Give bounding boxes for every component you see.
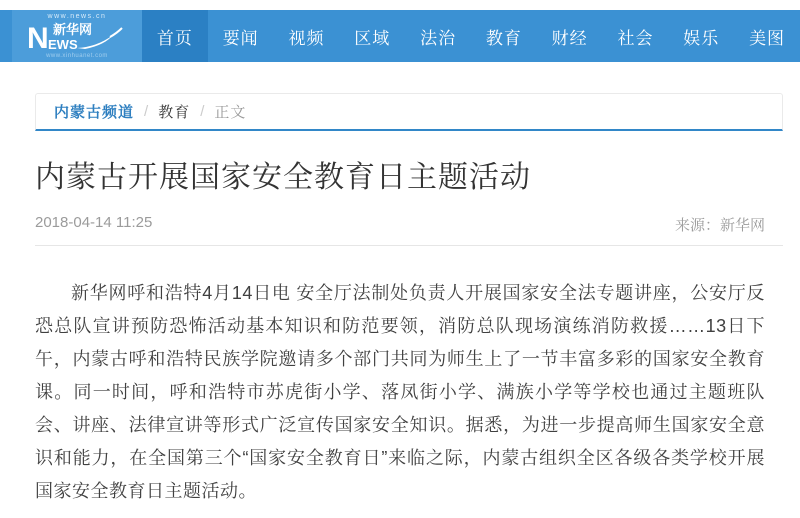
logo-url-bottom: www.xinhuanet.com xyxy=(46,52,108,59)
article-meta xyxy=(35,214,765,235)
nav-item-video[interactable]: 视频 xyxy=(288,28,325,48)
nav-item-photos[interactable]: 美图 xyxy=(749,28,786,48)
nav-item-society[interactable]: 社会 xyxy=(617,28,654,48)
nav-item-law[interactable]: 法治 xyxy=(420,28,457,48)
svg-text:新华网: 新华网 xyxy=(53,21,93,37)
xinhuanet-news-logo-icon xyxy=(25,21,129,53)
nav-item-top-news[interactable]: 要闻 xyxy=(222,28,259,48)
breadcrumb xyxy=(35,93,783,131)
main-nav xyxy=(142,10,800,62)
nav-item-entertainment[interactable]: 娱乐 xyxy=(683,28,720,48)
breadcrumb-separator: / xyxy=(200,103,205,120)
breadcrumb-channel-link[interactable]: 内蒙古频道 xyxy=(54,104,135,121)
publish-date: 2018-04-14 11:25 xyxy=(35,214,153,231)
breadcrumb-section-link[interactable]: 教育 xyxy=(158,104,191,121)
breadcrumb-current-page: 正文 xyxy=(214,104,247,121)
breadcrumb-separator: / xyxy=(144,103,149,120)
nav-item-home[interactable]: 首页 xyxy=(142,10,208,62)
nav-item-finance[interactable]: 财经 xyxy=(551,28,588,48)
xinhuanet-logo[interactable] xyxy=(12,10,142,62)
article-body-paragraph: 新华网呼和浩特4月14日电 安全厅法制处负责人开展国家安全法专题讲座，公安厅反恐总队宣讲预防恐怖活动基本知识和防范要领，消防总队现场演练消防救援……13日下午，内蒙古呼和浩特民族学院邀请多个部门共同为师生上了一节丰富多彩的国家安全教育课。同一时间，呼和浩特市苏虎街小学、落凤街小学、满族小学等学校也通过主题班队会、讲座、法律宣讲等形式广泛宣传国家安全知识。据悉，为进一步提高师生国家安全意识和能力，在全国第三个“国家安全教育日”来临之际，内蒙古组织全区各级各类学校开展国家安全教育日主题活动。 xyxy=(35,283,765,501)
nav-item-regions[interactable]: 区域 xyxy=(354,28,391,48)
svg-text:EWS: EWS xyxy=(48,36,78,52)
article-source xyxy=(675,214,765,235)
article-title: 内蒙古开展国家安全教育日主题活动 xyxy=(35,161,531,194)
svg-text:N: N xyxy=(27,21,49,53)
source-label: 来源： xyxy=(674,217,720,234)
top-navbar xyxy=(0,10,800,62)
logo-url-top: www.news.cn xyxy=(47,12,107,20)
nav-item-education[interactable]: 教育 xyxy=(485,28,522,48)
meta-divider xyxy=(35,245,783,246)
source-value: 新华网 xyxy=(719,217,765,234)
